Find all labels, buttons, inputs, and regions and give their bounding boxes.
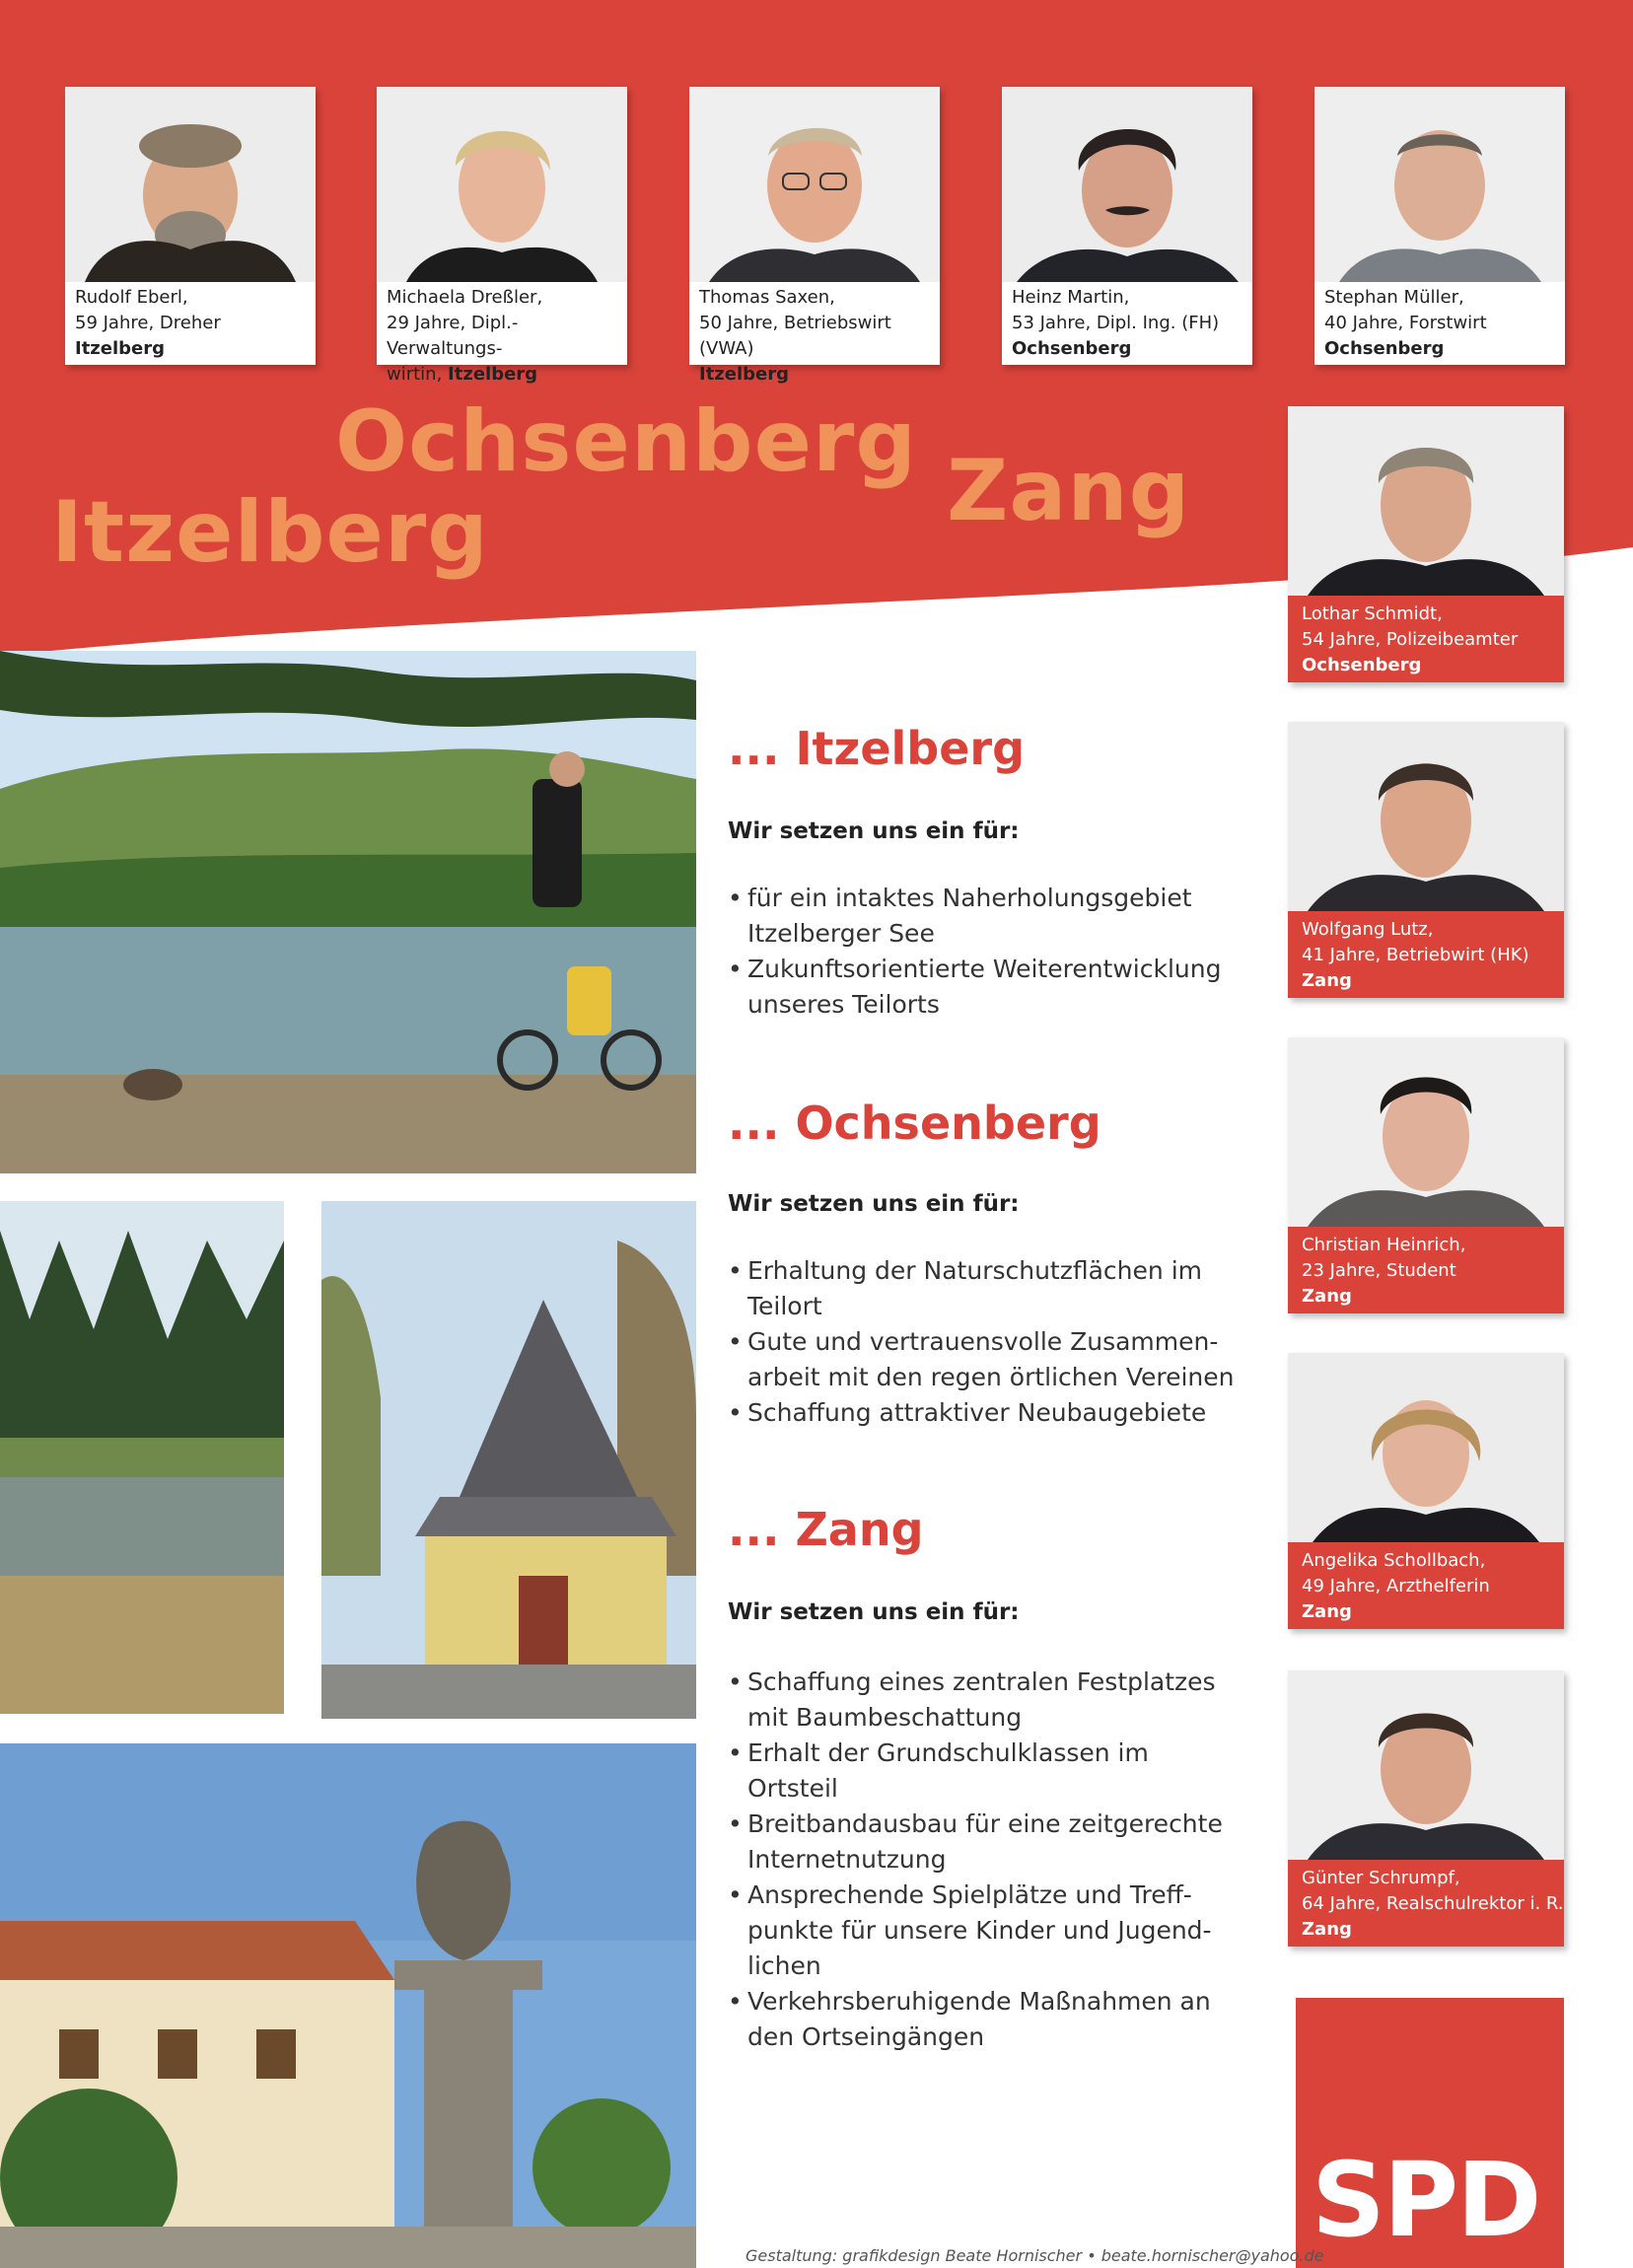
list-item: • Schaffung eines zentralen Festplatzes mit Baumbeschattung [728,1665,1241,1736]
portrait-photo [689,87,940,282]
list-item: • Ansprechende Spielplätze und Treff-punkte für unsere Kinder und Jugend-lichen [728,1878,1241,1984]
candidate-place: Zang [1302,1601,1352,1622]
candidate-card [1002,87,1252,365]
pond-photo [0,1201,284,1714]
section-title-zang: ... Zang [728,1503,924,1556]
header-word-zang: Zang [947,442,1191,540]
design-credit: Gestaltung: grafikdesign Beate Hornischer • beate.hornischer@yahoo.de [746,2246,1324,2265]
candidate-name: Heinz Martin, [1012,287,1130,308]
candidate-card [1288,1037,1564,1313]
header-word-ochsenberg: Ochsenberg [335,392,917,491]
bullet-list-ochsenberg [728,1253,1241,1431]
candidate-detail: 64 Jahre, Realschulrektor i. R. [1302,1893,1564,1914]
candidate-detail: 49 Jahre, Arzthelferin [1302,1576,1490,1596]
portrait-photo [1288,1353,1564,1542]
candidate-place: Zang [1302,970,1352,991]
portrait-photo [1288,1670,1564,1860]
candidate-detail-2: wirtin, [387,364,449,385]
section-title-ochsenberg: ... Ochsenberg [728,1097,1101,1150]
candidate-place: Ochsenberg [1302,655,1422,675]
spd-logo: SPD [1312,2140,1540,2260]
section-subtitle: Wir setzen uns ein für: [728,818,1020,844]
candidate-place: Ochsenberg [1324,338,1445,359]
portrait-photo [1314,87,1565,282]
candidate-detail: 54 Jahre, Polizeibeamter [1302,629,1519,650]
candidate-card [377,87,627,385]
candidate-name: Rudolf Eberl, [75,287,188,308]
candidate-card [1288,406,1564,682]
portrait-photo [1288,1037,1564,1227]
candidate-name: Angelika Schollbach, [1302,1550,1486,1571]
candidate-card [689,87,940,385]
list-item: • Gute und vertrauensvolle Zusammen-arbeit mit den regen örtlichen Vereinen [728,1324,1241,1395]
candidate-place: Itzelberg [699,364,790,385]
portrait-photo [377,87,627,282]
candidate-card [1288,722,1564,998]
candidate-detail: 29 Jahre, Dipl.-Verwaltungs- [387,313,519,359]
list-item: • Erhalt der Grundschulklassen im Ortsteil [728,1736,1241,1807]
candidate-name: Lothar Schmidt, [1302,603,1443,624]
section-title-itzelberg: ... Itzelberg [728,722,1026,775]
candidate-detail: 50 Jahre, Betriebswirt (VWA) [699,313,891,359]
list-item: • Breitbandausbau für eine zeitgerechte Internetnutzung [728,1807,1241,1878]
candidate-name: Christian Heinrich, [1302,1235,1466,1255]
portrait-photo [1288,406,1564,596]
list-item: • Verkehrsberuhigende Maßnahmen an den Ortseingängen [728,1984,1241,2055]
bullet-list-itzelberg [728,881,1280,1023]
portrait-photo [1002,87,1252,282]
candidate-detail: 41 Jahre, Betriebwirt (HK) [1302,945,1529,965]
list-item: • Erhaltung der Naturschutzflächen im Teilort [728,1253,1241,1324]
portrait-photo [65,87,316,282]
list-item: • Zukunftsorientierte Weiterentwicklung unseres Teilorts [728,952,1280,1023]
portrait-photo [1288,722,1564,911]
candidate-detail: 53 Jahre, Dipl. Ing. (FH) [1012,313,1220,333]
candidate-detail: 40 Jahre, Forstwirt [1324,313,1487,333]
candidate-place: Ochsenberg [1012,338,1132,359]
candidate-detail: 59 Jahre, Dreher [75,313,221,333]
header-word-itzelberg: Itzelberg [51,483,489,582]
lake-photo [0,651,696,1173]
candidate-name: Stephan Müller, [1324,287,1464,308]
candidate-name: Thomas Saxen, [699,287,835,308]
list-item: • für ein intaktes Naherholungsgebiet Itzelberger See [728,881,1280,952]
section-subtitle: Wir setzen uns ein für: [728,1191,1020,1217]
candidate-place: Zang [1302,1919,1352,1940]
candidate-place: Zang [1302,1286,1352,1307]
candidate-place: Itzelberg [448,364,538,385]
candidate-card [1314,87,1565,365]
candidate-name: Michaela Dreßler, [387,287,543,308]
candidate-card [65,87,316,365]
candidate-name: Wolfgang Lutz, [1302,919,1434,940]
church-photo [321,1201,696,1719]
candidate-card [1288,1670,1564,1947]
candidate-card [1288,1353,1564,1629]
village-fountain-photo [0,1743,696,2268]
candidate-name: Günter Schrumpf, [1302,1868,1460,1888]
bullet-list-zang [728,1665,1241,2055]
section-subtitle: Wir setzen uns ein für: [728,1599,1020,1625]
candidate-detail: 23 Jahre, Student [1302,1260,1456,1281]
candidate-place: Itzelberg [75,338,166,359]
list-item: • Schaffung attraktiver Neubaugebiete [728,1395,1241,1431]
